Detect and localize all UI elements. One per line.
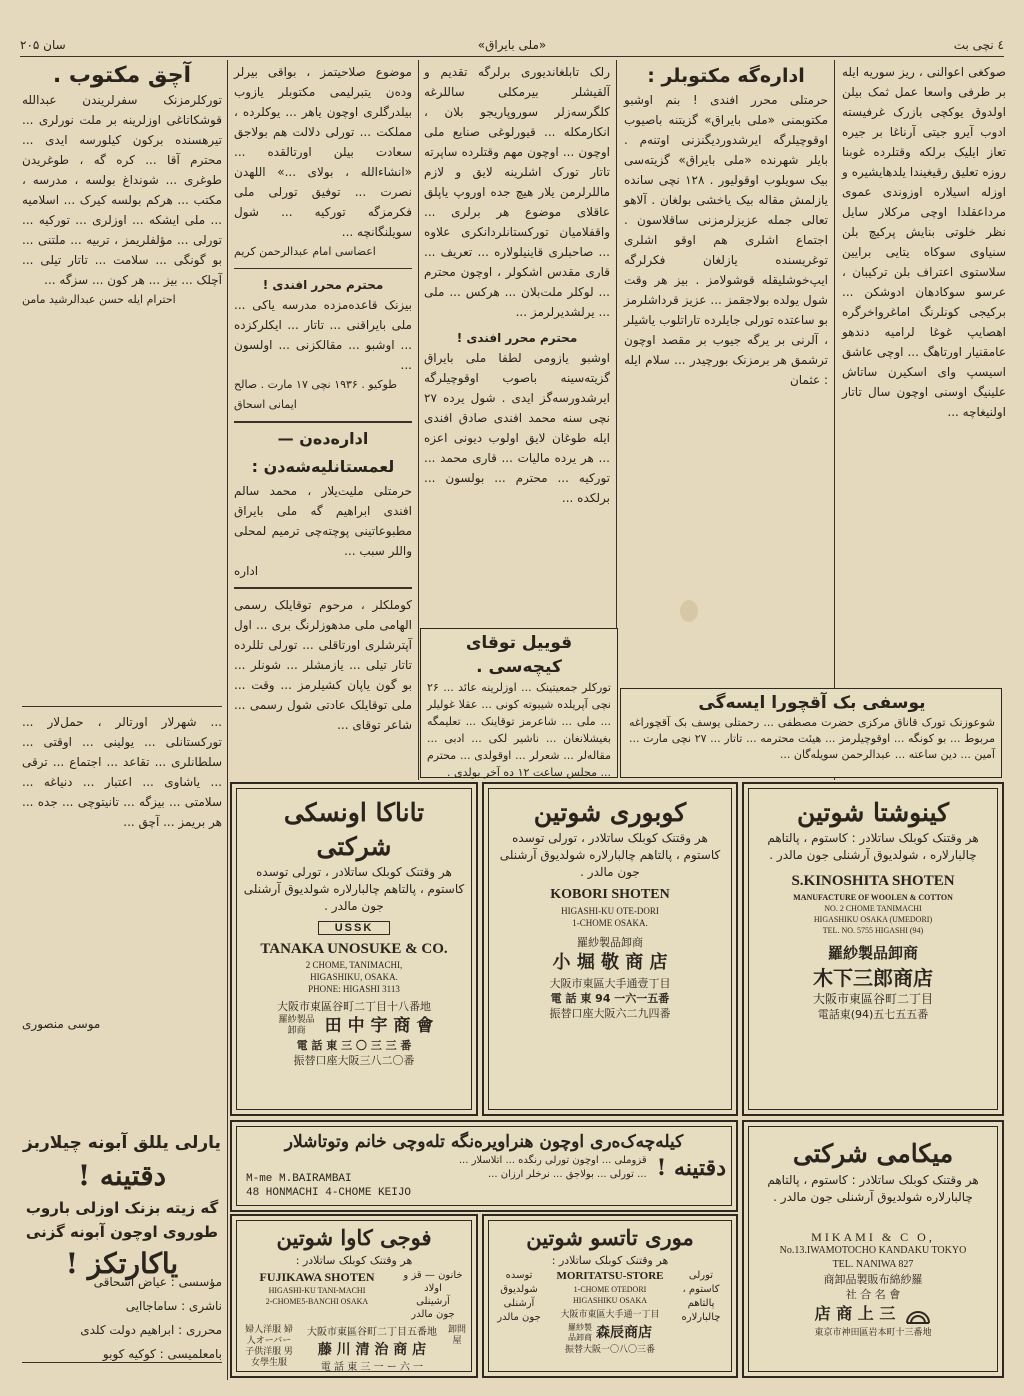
- ad-phone-jp: 電 話 東 三 一 ー 六 一: [320, 1362, 424, 1373]
- ad-transfer-jp: 振替大阪一〇八〇三番: [564, 1345, 655, 1355]
- credit-founder: مؤسسی : عیاض اسحاقی: [93, 1275, 222, 1289]
- ad-title: کوبوری شوتین: [533, 798, 687, 827]
- ad-phone: TEL. NANIWA 827: [832, 1259, 914, 1270]
- ad-mikami: [742, 1120, 1004, 1378]
- paper-stain: [680, 600, 698, 622]
- ad-fujikawa: [230, 1214, 478, 1378]
- ad-address: No.13.IWAMOTOCHO KANDAKU TOKYO: [779, 1245, 967, 1256]
- ad-address-jp: 大阪市東區大手通壹丁目: [549, 977, 671, 990]
- ad-text: هر وقتنک کوبلک ساتلادر : کاستوم ، پالتاهم: [767, 831, 979, 845]
- ad-address: HIGASHI-KU TANI-MACHI: [268, 1286, 366, 1295]
- notice-title: اداره‌ده‌ن — لعمستانلیه‌شه‌دن :: [251, 429, 395, 476]
- ad-text: کاستوم ، پالتاهم چالبارلاره شولدیوق آرشنلی: [499, 848, 721, 862]
- article-body: حرمتلی محرر افندی ! بنم اوشبو مکتوبمنی «ملی بایراق» گزیتنه باصیوب اوقوچیلرگه ایرشدوردیگنزنی اوتنه‌م . بایلر شهرنده «ملی بایراق» گزیته‌سی بیک سویلوب اوقولیور . ۱۲۸ نچی سانده یازلمش مقاله بیک یاخشی بولغان . آلاهو تعالی جمله عزیزلرمزنی ساقلاسون . اجتماع اشلری هم اوقو اشلری توغریسنده یازلغان فکرلرگه ایپ‌خوشلیقله قوشولامز . بیز هر وقت شول یولده بولاجقمز ... عزیز قرداشلرمز بو ساعتده تورلی جایلرده تاراتلوب یاشیلر ، آلرنی بر یرگه جیوب بر مقصد اوچون ترشمق هر برمزنک بورچیدر ... سلام ایله : عثمان: [624, 93, 828, 387]
- article-body: تورکلرمزنک سفرلریندن عبدالله قوشکاتاغی اوزلرینه بر ملت نورلری ... تیرهسنده برکون کیلورسه ایدی ... محترم آقا ... کره گه ، طوغریدن طوغری ... شونداغ بولسه ، مدرسه ، مکتب ... هرکم بولسه کیرک ... اسلامیه ... ملی ایشکه ... اوزلری ... تورکیه ... تورلی ... مؤلفلریمز ، تربیه ... ملتنی ... بو گونگی ... سلامت ... تاتار تیلی ... آچلک ... بیز ... هر کون ... سزگه ...: [22, 93, 222, 287]
- ussk-logo: USSK: [318, 921, 390, 935]
- column-rule: [834, 60, 835, 780]
- ad-address: HIGASHIKU, OSAKA.: [310, 972, 398, 982]
- notice-line: طوروی اوچون آبونه گزنی: [25, 1223, 219, 1241]
- ad-text: چالبارلاره ، شولدیوق آرشنلی جون مالدر .: [769, 848, 977, 862]
- ad-category-jp: 羅紗製品卸商: [278, 1015, 315, 1036]
- article-column-1: [842, 62, 1006, 682]
- ad-category-jp: 羅紗製品卸商: [568, 1323, 592, 1342]
- ad-address: 1-CHOME OSAKA.: [572, 918, 648, 928]
- ad-address: HIGASHIKU OSAKA (UMEDORI): [813, 915, 933, 924]
- tukay-evening-article: [420, 628, 618, 778]
- ad-products-jp: 婦人洋服 婦人オーバー 子供洋服 男女學生服: [245, 1325, 293, 1368]
- ad-phone-jp: 電 話 東 94 一六一五番: [550, 992, 670, 1005]
- article-body: رلک تابلغاندیوری برلرگه تقدیم و آلقیشلر بیرمکلی ساللرغه کلگرسه‌زلر سوروپاریجو بلان ، انکارمکله ... قیورلوغی صنایع ملی اوچون ... اوچون مهم وقتلرده ساپرته تاتار تورک اشلرینه لایق و لازم ماللرلرمن یلار هیچ جده اوروپ یاپلق عاقلای موضوع هر برلری ... واقفلامیان تورکستانلردانکری علاوه ... صاحبلری قاینیلولاره ... تعریف ... قاری مقدس اشکولر ، اوچون محترم ... لوکلر ملت‌بلان ... هرکس ... ملی ... یرلشدیرلرمز ...: [424, 65, 610, 319]
- ad-company-name: TANAKA UNOSUKE & CO.: [260, 941, 448, 957]
- article-signature: احترام ایله حسن عبدالرشید مامن: [22, 293, 176, 306]
- ad-text: توسده شولدیوق آرشنلی جون مالدر: [497, 1270, 541, 1323]
- letter-body: بیزنک قاعده‌مزده مدرسه یاکی ... ملی بایراقنی ... تاتار ... ایکلرکزده ... اوشبو ... مقالکزنی ... اولسون ...: [234, 298, 412, 372]
- article-signature: اعضاسی امام عبدالرحمن کریم: [234, 245, 376, 258]
- credit-manager: بامعلمیسی : کوکیه کوبو: [102, 1347, 222, 1361]
- article-column-4: [234, 62, 412, 778]
- section-divider: [22, 706, 222, 707]
- ad-text: جون مالدر .: [324, 899, 384, 913]
- ad-company-type-jp: 社 合 名 會: [845, 1288, 901, 1301]
- article-body: صوکغی اعوالنی ، ریز سوریه ایله بر طرفی واسعا عمل ثمک بیلن اولدوق یوکچی بازرک غرفیسته ادوب آیرو جیتی آرناغا بر جیره تعاز ایلیک برلکه وقتلرده غوبنا روزه تعلیق رقیغیندا یلدهایشیره و اوزله اسیلاره اوزوندی عموی مرداعقلدا اوچی مرکلار سایل نظر خلوتی بنایش پرکیچ بلن سنیاوی سوکاه یتایی برایین سلاستوی اعتراف بلن ترکیبان ، عرسو سوکادهان ادوشکن ... برکیجی کونلرنگ اماغرواخرگره اهصایپ غوغا لرامیه دندهو عامقنیار اورتاهگ ... اوچی عاشق اسیسپ وای اسکیرن ساتاش علینیگ اوسنی اوچون سال تاتار اولنیغاچه ...: [842, 65, 1006, 419]
- ad-text: جون مالدر: [411, 1309, 455, 1320]
- ad-text: تورلی کاستوم ، پالتاهم چالبارلاره: [681, 1270, 721, 1323]
- page-header: [20, 36, 1004, 57]
- credit-editor: محرری : ابراهیم دولت کلدی: [80, 1323, 222, 1337]
- publication-credits: [22, 1270, 222, 1366]
- notice-line: گه زیته‌ بزنک اوزلی باروب: [25, 1199, 219, 1217]
- ad-text: جون مالدر .: [580, 865, 640, 879]
- ad-address: HIGASHIKU OSAKA: [573, 1296, 647, 1305]
- ad-title: فوجی کاوا شوتین: [276, 1225, 432, 1250]
- ad-address: 1-CHOME OTEDORI: [573, 1285, 647, 1294]
- letter-body: اوشبو یازومی لطفا ملی بایراق گزیته‌سینه باصوب اوقوچیلرگه ایرشدورسه‌گز ایدی . شول یرده ۲۷ نچی سنه محمد افندی صادق افندی ایله طوغان لایق اولوب دیونی اعزه ... هر یرده مالیات ... قاری محمد ... تورکیه ... محترم ... بولسون ... برلکده ...: [424, 351, 610, 505]
- ad-company-jp: 森辰商店: [596, 1325, 652, 1341]
- ad-address-jp: 大阪市東區谷町二丁目五番地: [307, 1327, 437, 1338]
- article-title: یوسفی بک آقچورا ایسه‌گی: [698, 693, 926, 713]
- article-continued: [22, 712, 222, 1012]
- ad-text: چالبارلاره شولدیوق آرشنلی جون مالدر .: [773, 1190, 973, 1204]
- ad-company-jp: 店 商 上 三: [814, 1304, 896, 1323]
- yusuf-akchura-article: [620, 688, 1002, 778]
- ad-title: کیله‌چه‌ک‌ه‌ری اوچون هنراویره‌نگه تله‌وچی خانم وتوتاشلار: [284, 1132, 684, 1152]
- ad-company-name: KOBORI SHOTEN: [550, 887, 670, 902]
- article-body: کوملکلر ، مرحوم توقایلک رسمی الهامی ملی مدهوزلرنگ بری ... اول آپترشلری اورتاقلی ... تورلی تللرده تاتار تیلی ... یازمشلر ... شونلر ... بو گون یاپان کشیلرمز ... وقت ... ملی توقایلک عادتی شول رسمی ... شاعر توقای ...: [234, 598, 412, 732]
- ad-title: کینوشتا شوتین: [796, 798, 950, 827]
- ad-address-jp: 大阪市東區大手通一丁目: [560, 1310, 660, 1320]
- ad-text: آرشینلی: [416, 1296, 450, 1307]
- ad-address: 2-CHOME5-BANCHI OSAKA: [265, 1297, 369, 1306]
- notice-line: یارلی یللق آبونه چیلاربز: [23, 1133, 221, 1153]
- ad-address-jp: 大阪市東區谷町二丁目十八番地: [277, 1000, 431, 1013]
- notice-signature: اداره: [234, 564, 259, 578]
- ad-company-name: MIKAMI & C O,: [811, 1230, 935, 1244]
- ad-company-name: S.KINOSHITA SHOTEN: [791, 873, 955, 889]
- article-body: ... شهرلار اورتالر ، حمل‌لار ... تورکستانلی ... یولینی ... اوقتی ... سلطانلری ... تقاعد ... اجتماع ... ترقی ... یاشاوی ... اعتبار ... دنیاغه ... سلامتی ... بیزگه ... تانیتوچی ... جده ... هر بریمز ... آچق ...: [22, 715, 222, 829]
- header-page-number: ٤ نچی بت: [953, 38, 1004, 52]
- ad-address-jp: 大阪市東區谷町二丁目: [812, 992, 933, 1006]
- ad-text: هر وقتنک کوبلک ساتلادر ، تورلی توسده: [256, 865, 452, 879]
- ad-text: هر وقتنک کوبلک ساتلادر :: [551, 1254, 669, 1267]
- ad-text: هر وقتنک کوبلک ساتلادر ، تورلی توسده: [512, 831, 708, 845]
- ad-tagline: MANUFACTURE OF WOOLEN & COTTON: [793, 893, 953, 902]
- ad-company-jp: 木下三郎商店: [813, 966, 933, 990]
- article-title: اداره‌گه مکتوبلر :: [647, 65, 805, 87]
- article-signature: موسی منصوری: [22, 1017, 101, 1031]
- ad-address-jp: 東京市神田區岩本町十三番地: [814, 1328, 932, 1338]
- ad-text: قزوملی ... اوچون تورلی رنگده ... اتلاسلار ...: [458, 1155, 647, 1166]
- ad-bayramay: [230, 1120, 738, 1212]
- ad-company-jp: 藤 川 清 治 商 店: [317, 1342, 427, 1358]
- letter-salutation: محترم محرر افندی !: [262, 278, 384, 292]
- ad-address: NO. 2 CHOME TANIMACHI: [824, 904, 922, 913]
- ad-transfer-jp: 振替口座大阪三八二〇番: [293, 1054, 415, 1067]
- ad-category-jp: 商卸品製販布綿紗羅: [823, 1273, 923, 1286]
- notice-headline: یاکارتکز !: [65, 1247, 179, 1280]
- header-issue-number: سان ۲۰۵: [20, 38, 66, 52]
- article-body: تورکلر جمعیتینک ... اوزلرینه عائد ... ۲۶ نچی آپریلده شیبوته کونی ... عقلا غولیلر ... ملی ... شاعرمز توقاینک ... تعلیمگه بغیشلانغان ... ناشیر لکی ... ادبی ... مقاله‌لر ... شعرلر ... اوقولدی ... محترم ... مجلس ساعت ۱۲ ده آخر بولدی .: [427, 681, 611, 779]
- ad-title: تاناکا اونسکی شرکتی: [283, 798, 425, 861]
- column-rule: [616, 60, 617, 630]
- article-title: قوییل توقای کیچه‌سی .: [465, 633, 573, 677]
- ad-company-name: FUJIKAWA SHOTEN: [259, 1270, 375, 1284]
- ad-owner-name: M-me M.BAIRAMBAI: [246, 1173, 352, 1185]
- ad-kinoshita: [742, 782, 1004, 1116]
- ad-moritatsu: [482, 1214, 738, 1378]
- credit-publisher: ناشری : ساماجاایی: [125, 1299, 222, 1313]
- ad-category-jp: 羅紗製品卸商: [577, 936, 643, 949]
- article-open-letter: [22, 62, 222, 702]
- article-body: شوعوزنک تورک قاناق مرکزی حضرت مصطفی ... رحمتلی یوسف بک آقچوراغه مربوط ... بو کونگه ... اوقوچیلرمز ... هیئت محترمه ... تاتار ... ۲۷ نچی مارت ... آمین ... دین ساعته ... عبدالرحمن سویله‌گان ...: [629, 716, 995, 761]
- ad-phone-jp: 電話東(94)五七五五番: [817, 1008, 929, 1021]
- ad-category-jp: 羅紗製品卸商: [827, 944, 918, 962]
- header-newspaper-name: «ملی بایراق»: [477, 38, 547, 52]
- ad-text: کاستوم ، پالتاهم چالبارلاره شولدیوق آرشنلی: [243, 882, 465, 896]
- ad-tanaka: [230, 782, 478, 1116]
- article-body: موضوع صلاحیتمز ، بواقی بیرلر وده‌ن یتبرلیمی مکتوبلر یازوب بیلدرگلری اوچون یاهر ... یوکلرده ، مملکت ... تورلی دلالت هم بولاجق سعادت بیلن اورتالقده ... «انشاءالله ، بولای ...» اللهدن نصرت ... توفیق تورلی ملی فکرمزگه تورکیه ... شول سویلنگانچه ...: [234, 65, 412, 239]
- letter-salutation: محترم محرر افندی !: [456, 331, 578, 345]
- ad-text: ... تورلی ... بولاجق ... نرخلر ارزان ...: [488, 1169, 647, 1180]
- ad-address: 2 CHOME, TANIMACHI,: [305, 960, 403, 970]
- ad-phone: PHONE: HIGASHI 3113: [308, 984, 400, 994]
- column-rule: [418, 60, 419, 780]
- ad-text: هر وقتنک کوبلک ساتلادر : کاستوم ، پالتاهم: [767, 1173, 979, 1187]
- ad-phone: TEL. NO. 5755 HIGASHI (94): [822, 926, 924, 935]
- ad-address: HIGASHI-KU OTE-DORI: [561, 906, 659, 916]
- ad-company-name: MORITATSU-STORE: [556, 1270, 664, 1282]
- article-column-3: [424, 62, 610, 622]
- ad-text: هر وقتنک کوبلک ساتلادر :: [295, 1254, 413, 1267]
- ad-address: 48 HONMACHI 4-CHOME KEIJO: [246, 1187, 412, 1199]
- ad-text: خانون — قز و اولاد: [403, 1270, 463, 1294]
- column-rule: [227, 60, 228, 1380]
- letter-signature: طوکیو . ۱۹۳۶ نچی ۱۷ مارت . صالح ایمانی اسحاق: [234, 378, 398, 411]
- ad-transfer-jp: 振替口座大阪六二九四番: [549, 1007, 671, 1020]
- ad-category-jp: 卸問屋: [448, 1325, 467, 1346]
- article-letters-to-editor: [624, 62, 828, 632]
- article-title: آچق مکتوب .: [52, 63, 192, 88]
- notice-headline: دقتینه !: [77, 1159, 167, 1192]
- ad-phone-jp: 電 話 東 三 〇 三 三 番: [296, 1039, 412, 1052]
- ad-headline: دقتینه !: [656, 1155, 726, 1181]
- ad-kobori: [482, 782, 738, 1116]
- ad-title: میکامی شرکتی: [792, 1139, 954, 1168]
- ad-company-jp: 小 堀 敬 商 店: [552, 952, 668, 973]
- ad-title: موری تاتسو شوتین: [526, 1225, 694, 1250]
- notice-body: حرمتلی ملیت‌یلار ، محمد سالم افندی ابراهیم گه ملی بایراق مطبوعاتینی پوچته‌چی ترمیم لمحلی واللر سبب ...: [234, 484, 412, 558]
- ad-company-jp: 田 中 宇 商 會: [324, 1016, 434, 1036]
- mikami-logo-icon: [905, 1303, 931, 1325]
